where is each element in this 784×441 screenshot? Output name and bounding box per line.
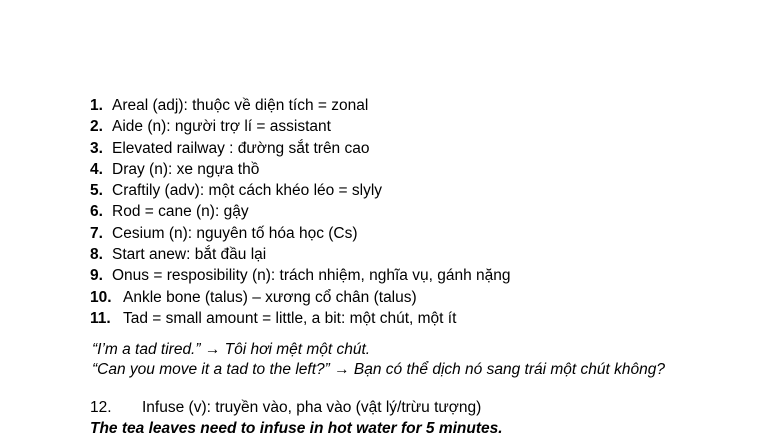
item-text: Onus = resposibility (n): trách nhiệm, nghĩa vụ, gánh nặng: [112, 267, 511, 285]
list-item: [90, 180, 511, 201]
examples-block: [92, 340, 682, 379]
item-text: Tad = small amount = little, a bit: một chút, một ít: [123, 309, 457, 327]
list-item: [90, 244, 511, 265]
item-text: Ankle bone (talus) – xương cổ chân (talus): [123, 288, 417, 306]
item-number: 6.: [90, 203, 103, 221]
item-number: 3.: [90, 139, 103, 157]
item-number: 1.: [90, 97, 103, 114]
list-item: [90, 159, 511, 180]
example-sentence: The tea leaves need to infuse in hot water for 5 minutes.: [90, 420, 503, 437]
list-item: [90, 308, 511, 329]
item-text: Start anew: bắt đầu lại: [112, 246, 267, 264]
item-text: Rod = cane (n): gậy: [112, 203, 249, 221]
item-text: Aide (n): người trợ lí = assistant: [112, 118, 331, 136]
vocab-list: [90, 95, 511, 329]
list-item: [90, 95, 511, 116]
list-item: [90, 265, 511, 286]
item-number: 11.: [90, 309, 111, 327]
item-number: 4.: [90, 160, 103, 178]
list-item: [90, 201, 511, 222]
item-number: 12.: [90, 399, 112, 416]
list-item: [90, 116, 511, 137]
item-number: 9.: [90, 267, 103, 285]
list-item: [90, 138, 511, 159]
item-text: Infuse (v): truyền vào, pha vào (vật lý/trừu tượng): [142, 399, 482, 416]
item-text: Elevated railway : đường sắt trên cao: [112, 139, 370, 157]
item-number: 7.: [90, 224, 103, 242]
list-item: [90, 287, 511, 308]
item-text: Areal (adj): thuộc về diện tích = zonal: [112, 97, 369, 114]
example-sentence: “Can you move it a tad to the left?” → Bạn có thể dịch nó sang trái một chút không?: [92, 360, 665, 378]
example-sentence: “I’m a tad tired.” → Tôi hơi mệt một chút.: [92, 341, 371, 358]
item-number: 8.: [90, 246, 103, 264]
item-text: Cesium (n): nguyên tố hóa học (Cs): [112, 224, 358, 242]
item-text: Dray (n): xe ngựa thồ: [112, 160, 260, 178]
item-number: 2.: [90, 118, 103, 136]
item-text: Craftily (adv): một cách khéo léo = slyly: [112, 182, 383, 200]
list-item: [90, 223, 511, 244]
item-number: 10.: [90, 288, 112, 306]
item-number: 5.: [90, 182, 103, 200]
list-item: [90, 399, 481, 417]
